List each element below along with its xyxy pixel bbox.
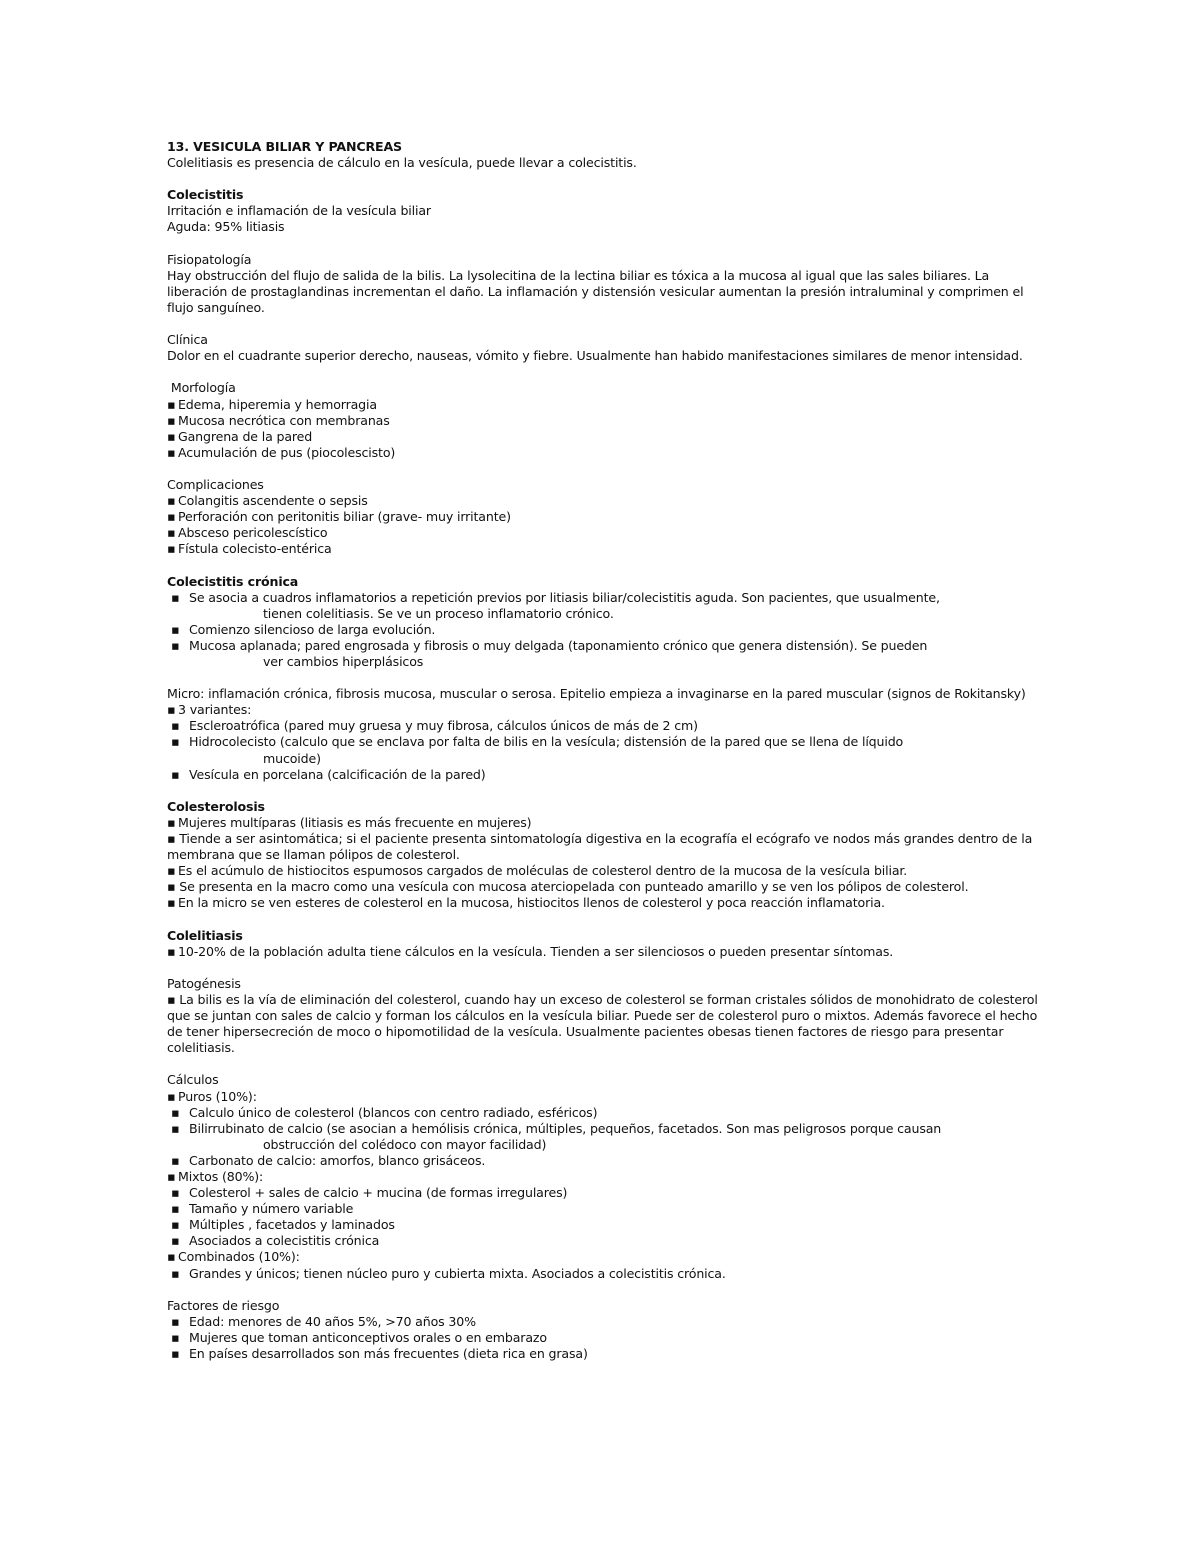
list-item: ▪ Hidrocolecisto (calculo que se enclava por falta de bilis en la vesícula; distensión de la pared que se llena de líquido mucoide) [171,734,904,766]
bullet-icon: ▪ [167,831,176,847]
list-item: ▪ Fístula colecisto-entérica [167,541,1047,557]
bullet-icon: ▪ [171,1120,180,1136]
paragraph-micro: Micro: inflamación crónica, fibrosis mucosa, muscular o serosa. Epitelio empieza a invaginarse en la pared muscular (signos de Rokitansky) [167,686,1026,702]
list-item: ▪ La bilis es la vía de eliminación del colesterol, cuando hay un exceso de colesterol se forman cristales sólidos de monohidrato de colesterol que se juntan con sales de calcio y forman los cálculos en la vesícula biliar. Puede ser de colesterol puro o mixtos. Además favorece el hecho de tener hipersecreción de moco o hipomotilidad de la vesícula. Usualmente pacientes obesas tienen factores de riesgo para presentar colelitiasis. [167,991,1038,1056]
list-item: ▪ Tiende a ser asintomática; si el paciente presenta sintomatología digestiva en la ecografía el ecógrafo ve nodos más grandes dentro de la membrana que se llaman pólipos de colesterol. [167,831,1033,863]
bullet-icon: ▪ [171,1152,180,1168]
list-item: ▪ Perforación con peritonitis biliar (grave- muy irritante) [167,509,1047,525]
bullet-icon: ▪ [171,1104,180,1120]
list-item: ▪ Edad: menores de 40 años 5%, >70 años 30% [171,1313,476,1329]
list-item: ▪ Acumulación de pus (piocolescisto) [167,445,1047,461]
list-item: ▪ Tamaño y número variable [171,1201,354,1217]
paragraph-clinica: Dolor en el cuadrante superior derecho, nauseas, vómito y fiebre. Usualmente han habido manifestaciones similares de menor intensidad. [167,348,1023,364]
bullet-icon: ▪ [171,1185,180,1201]
bullet-icon: ▪ [171,1329,180,1345]
list-item: ▪ Absceso pericolescístico [167,525,1047,541]
list-item: ▪ Puros (10%): [167,1089,1047,1105]
bullet-icon: ▪ [171,637,180,653]
list-item: ▪ Es el acúmulo de histiocitos espumosos cargados de moléculas de colesterol dentro de la mucosa de la vesícula biliar. [167,863,1047,879]
bullet-icon: ▪ [171,1201,180,1217]
list-item: ▪ Mujeres multíparas (litiasis es más frecuente en mujeres) [167,815,1047,831]
subheading-morfologia: Morfología [167,380,236,396]
text-line: Aguda: 95% litiasis [167,219,285,235]
list-item: ▪ Colangitis ascendente o sepsis [167,493,1047,509]
bullet-icon: ▪ [171,1265,180,1281]
document-title: 13. VESICULA BILIAR Y PANCREAS [167,139,402,154]
bullet-icon: ▪ [171,766,180,782]
bullet-icon: ▪ [171,1217,180,1233]
bullet-icon: ▪ [167,991,176,1007]
list-item: ▪ En la micro se ven esteres de colesterol en la mucosa, histiocitos llenos de colesterol y poca reacción inflamatoria. [167,895,1047,911]
list-item: ▪ Mucosa necrótica con membranas [167,413,1047,429]
subheading-complicaciones: Complicaciones [167,476,264,492]
document-body [167,139,1047,1362]
list-item: ▪ Carbonato de calcio: amorfos, blanco grisáceos. [171,1152,486,1168]
bullet-icon: ▪ [171,718,180,734]
bullet-icon: ▪ [171,1346,180,1362]
list-item: ▪ Asociados a colecistitis crónica [171,1233,380,1249]
list-item: ▪ Calculo único de colesterol (blancos con centro radiado, esféricos) [171,1104,598,1120]
bullet-icon: ▪ [171,621,180,637]
subheading-factores-riesgo: Factores de riesgo [167,1297,280,1313]
list-item: ▪ Bilirrubinato de calcio (se asocian a hemólisis crónica, múltiples, pequeños, facetados. Son mas peligrosos porque causan obstrucción del colédoco con mayor facilidad) [171,1120,942,1152]
list-item: ▪ Colesterol + sales de calcio + mucina (de formas irregulares) [171,1185,568,1201]
list-item: ▪ Múltiples , facetados y laminados [171,1217,395,1233]
list-item: ▪ 3 variantes: [167,702,1047,718]
list-item: ▪ 10-20% de la población adulta tiene cálculos en la vesícula. Tienden a ser silenciosos o pueden presentar síntomas. [167,944,1047,960]
list-item: ▪ En países desarrollados son más frecuentes (dieta rica en grasa) [171,1346,588,1362]
bullet-icon: ▪ [171,734,180,750]
subheading-calculos: Cálculos [167,1072,219,1088]
heading-colecistitis: Colecistitis [167,187,244,203]
list-item: ▪ Mucosa aplanada; pared engrosada y fibrosis o muy delgada (taponamiento crónico que genera distensión). Se pueden ver cambios hiperplásicos [171,637,928,669]
heading-colesterolosis: Colesterolosis [167,798,265,814]
list-item: ▪ Mixtos (80%): [167,1169,1047,1185]
list-item: ▪ Se presenta en la macro como una vesícula con mucosa aterciopelada con punteado amarillo y se ven los pólipos de colesterol. [167,879,969,895]
list-item: ▪ Se asocia a cuadros inflamatorios a repetición previos por litiasis biliar/colecistitis aguda. Son pacientes, que usualmente, tienen colelitiasis. Se ve un proceso inflamatorio crónico. [171,589,940,621]
list-item: ▪ Combinados (10%): [167,1249,1047,1265]
bullet-icon: ▪ [171,1313,180,1329]
paragraph-fisiopatologia: Hay obstrucción del flujo de salida de la bilis. La lysolecitina de la lectina biliar es tóxica a la mucosa al igual que las sales biliares. La liberación de prostaglandinas incrementan el daño. La inflamación y distensión vesicular aumentan la presión intraluminal y comprimen el flujo sanguíneo. [167,267,1024,315]
bullet-icon: ▪ [171,589,180,605]
list-item: ▪ Edema, hiperemia y hemorragia [167,397,1047,413]
intro-text: Colelitiasis es presencia de cálculo en la vesícula, puede llevar a colecistitis. [167,155,637,171]
subheading-fisiopatologia: Fisiopatología [167,251,252,267]
bullet-icon: ▪ [171,1233,180,1249]
list-item: ▪ Comienzo silencioso de larga evolución. [171,621,436,637]
list-item: ▪ Gangrena de la pared [167,429,1047,445]
text-line: Irritación e inflamación de la vesícula biliar [167,203,431,219]
list-item: ▪ Mujeres que toman anticonceptivos orales o en embarazo [171,1329,547,1345]
bullet-icon: ▪ [167,879,176,895]
heading-colelitiasis: Colelitiasis [167,927,243,943]
list-item: ▪ Escleroatrófica (pared muy gruesa y muy fibrosa, cálculos únicos de más de 2 cm) [171,718,698,734]
heading-colecistitis-cronica: Colecistitis crónica [167,573,299,589]
list-item: ▪ Vesícula en porcelana (calcificación de la pared) [171,766,486,782]
list-item: ▪ Grandes y únicos; tienen núcleo puro y cubierta mixta. Asociados a colecistitis crónica. [171,1265,726,1281]
subheading-patogenesis: Patogénesis [167,975,241,991]
subheading-clinica: Clínica [167,332,208,348]
